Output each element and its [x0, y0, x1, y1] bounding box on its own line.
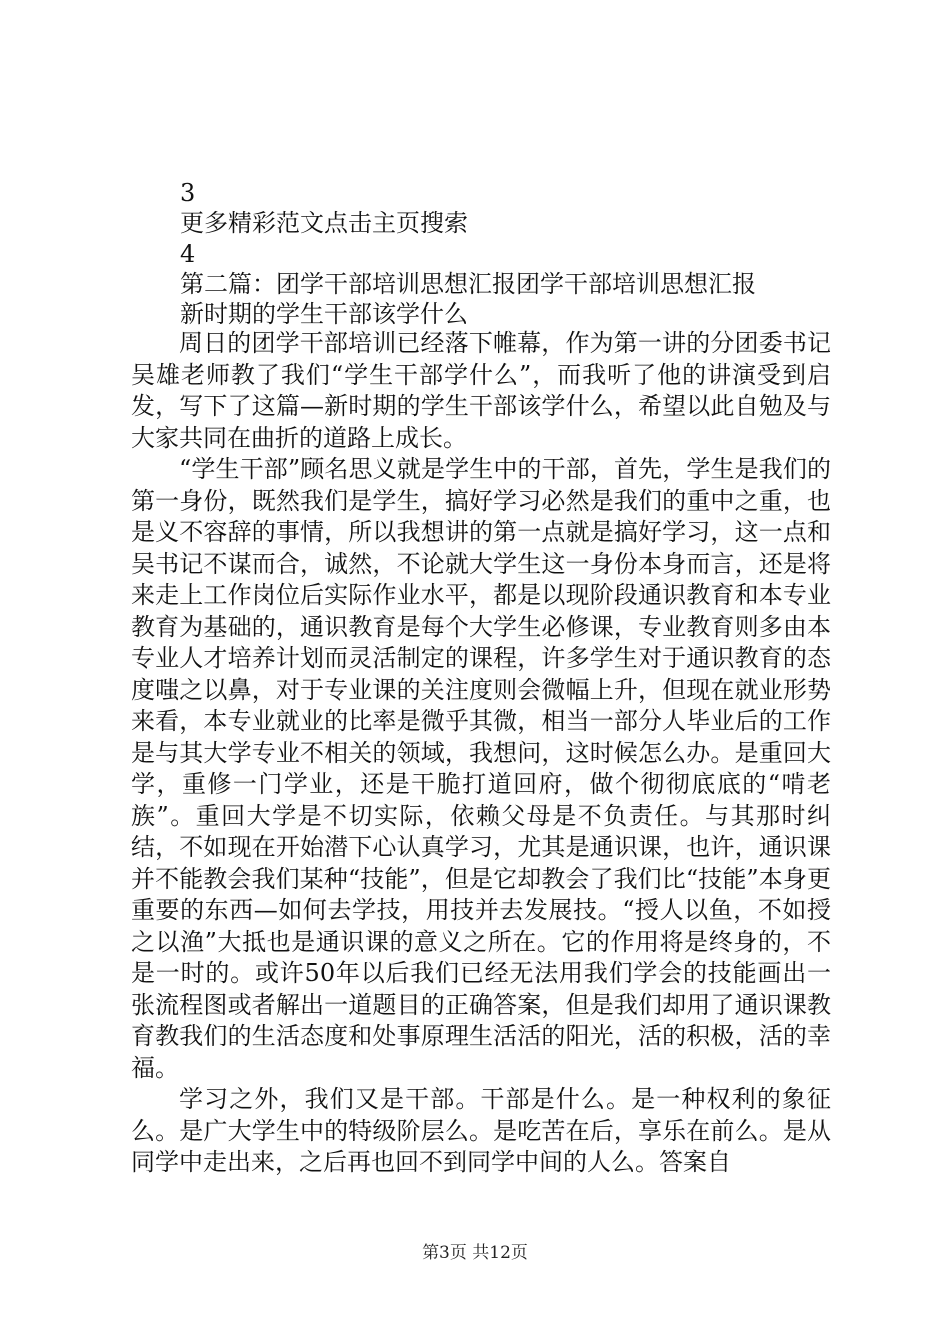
- page-footer: 第3页 共12页: [422, 1243, 528, 1263]
- paragraph-1: 周日的团学干部培训已经落下帷幕，作为第一讲的分团委书记吴雄老师教了我们“学生干部学什么”，而我听了他的讲演受到启发，写下了这篇—新时期的学生干部该学什么，希望以此自勉及与大家共同在曲折的道路上成长。: [131, 329, 831, 452]
- subtitle: 新时期的学生干部该学什么: [180, 300, 468, 328]
- paragraph-3: 学习之外，我们又是干部。干部是什么。是一种权利的象征么。是广大学生中的特级阶层么。是吃苦在后，享乐在前么。是从同学中走出来，之后再也回不到同学中间的人么。答案自: [131, 1085, 831, 1176]
- next-item-number: 4: [180, 240, 196, 268]
- paragraph-2: “学生干部”顾名思义就是学生中的干部，首先，学生是我们的第一身份，既然我们是学生，搞好学习必然是我们的重中之重，也是义不容辞的事情，所以我想讲的第一点就是搞好学习，这一点和吴书记不谋而合，诚然，不论就大学生这一身份本身而言，还是将来走上工作岗位后实际作业水平，都是以现阶段通识教育和本专业教育为基础的，通识教育是每个大学生必修课，专业教育则多由本专业人才培养计划而灵活制定的课程，许多学生对于通识教育的态度嗤之以鼻，对于专业课的关注度则会微幅上升，但现在就业形势来看，本专业就业的比率是微乎其微，相当一部分人毕业后的工作是与其大学专业不相关的领域，我想问，这时候怎么办。是重回大学，重修一门学业，还是干脆打道回府，做个彻彻底底的“啃老族”。重回大学是不切实际，依赖父母是不负责任。与其那时纠结，不如现在开始潜下心认真学习，尤其是通识课，也许，通识课并不能教会我们某种“技能”，但是它却教会了我们比“技能”本身更重要的东西—如何去学技，用技并去发展技。“授人以鱼，不如授之以渔”大抵也是通识课的意义之所在。它的作用将是终身的，不是一时的。或许50年以后我们已经无法用我们学会的技能画出一张流程图或者解出一道题目的正确答案，但是我们却用了通识课教育教我们的生活态度和处事原理生活活的阳光，活的积极，活的幸福。: [131, 455, 831, 1082]
- section-title: 第二篇：团学干部培训思想汇报团学干部培训思想汇报: [180, 270, 756, 298]
- prev-item-number: 3: [180, 179, 196, 207]
- more-articles-link[interactable]: 更多精彩范文点击主页搜索: [180, 209, 468, 237]
